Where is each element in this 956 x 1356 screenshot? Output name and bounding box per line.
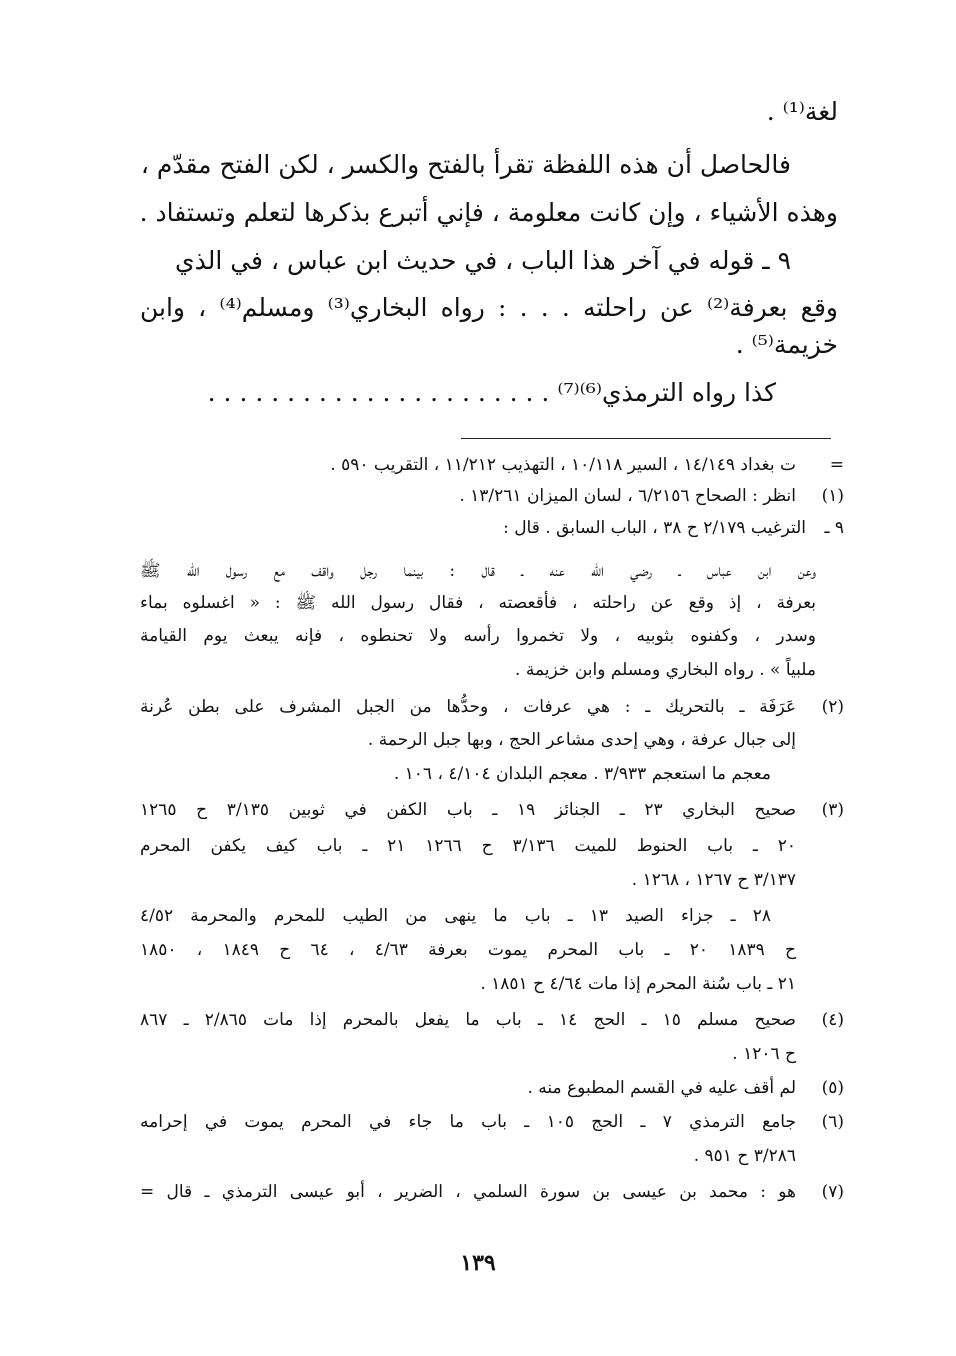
footnote-9-quote-line-1: وعن ابن عباس ـ رضي الله عنه ـ قال : بينما رجل واقف مع رسول الله ﷺ [140,561,816,581]
main-line-2: فالحاصل أن هذه اللفظة تقرأ بالفتح والكسر ، لكن الفتح مقدّم ، [140,150,791,179]
footnote-3-line-4: ٢٨ ـ جزاء الصيد ١٣ ـ باب ما ينهى من الطيب للمحرم والمحرمة ٤/٥٢ [140,906,771,926]
footnote-7: هو : محمد بن عيسى بن سورة السلمي ، الضرير ، أبو عيسى الترمذي ـ قال = [140,1182,796,1202]
footnote-9-marker: ٩ ـ [824,518,844,538]
page-number: ١٣٩ [460,1250,496,1276]
footnote-3-line-5: ح ١٨٣٩ ٢٠ ـ باب المحرم يموت بعرفة ٤/٦٣ ، ٦٤ ح ١٨٤٩ ، ١٨٥٠ [140,940,797,960]
main-line-1: لغة⁽¹⁾ . [766,97,838,126]
footnote-9-quote-line-4: ملبياً » . رواه البخاري ومسلم وابن خزيمة . [515,660,816,680]
main-line-4: ٩ ـ قوله في آخر هذا الباب ، في حديث ابن عباس ، في الذي [175,246,791,275]
footnote-9-quote-line-3: وسدر ، وكفنوه بثوبيه ، ولا تخمروا رأسه ولا تحنطوه ، فإنه يبعث يوم القيامة [140,626,816,646]
footnote-continued: ت بغداد ١٤/١٤٩ ، السير ١٠/١١٨ ، التهذيب ١١/٢١٢ ، التقريب ٥٩٠ . [330,455,796,475]
footnote-separator [461,438,831,439]
footnote-6-marker: (٦) [821,1112,844,1132]
footnote-2-line-3: معجم ما استعجم ٣/٩٣٣ . معجم البلدان ٤/١٠٤ ، ١٠٦ . [393,764,771,784]
main-line-5: وقع بعرفة⁽²⁾ عن راحلته . . . : رواه البخاري⁽³⁾ ومسلم⁽⁴⁾ ، وابن [140,293,838,322]
footnote-4-line-1: صحيح مسلم ١٥ ـ الحج ١٤ ـ باب ما يفعل بالمحرم إذا مات ٢/٨٦٥ ـ ٨٦٧ [140,1010,796,1030]
footnote-9-quote-line-2: بعرفة ، إذ وقع عن راحلته ، فأقعصته ، فقال رسول الله ﷺ : « اغسلوه بماء [140,593,816,613]
footnote-3-line-6: ٢١ ـ باب سُنة المحرم إذا مات ٤/٦٤ ح ١٨٥١ . [480,974,796,994]
footnote-6-line-2: ٣/٢٨٦ ح ٩٥١ . [693,1146,796,1166]
main-line-3: وهذه الأشياء ، وإن كانت معلومة ، فإني أتبرع بذكرها لتعلم وتستفاد . [139,198,838,227]
footnote-1: انظر : الصحاح ٦/٢١٥٦ ، لسان الميزان ١٣/٢٦١ . [459,486,796,506]
footnote-7-marker: (٧) [821,1182,844,1202]
footnote-continued-marker: = [829,455,844,475]
main-line-7: كذا رواه الترمذي⁽⁶⁾⁽⁷⁾ . . . . . . . . . . . . . . . . . . . . . . [207,378,776,407]
footnote-3-marker: (٣) [821,800,844,820]
footnote-3-line-1: صحيح البخاري ٢٣ ـ الجنائز ١٩ ـ باب الكفن في ثوبين ٣/١٣٥ ح ١٢٦٥ [140,800,796,820]
footnote-3-line-3: ٣/١٣٧ ح ١٢٦٧ ، ١٢٦٨ . [631,870,796,890]
footnote-9: الترغيب ٢/١٧٩ ح ٣٨ ، الباب السابق . قال : [503,518,806,538]
main-line-6: خزيمة⁽⁵⁾ . [735,330,838,359]
footnote-1-marker: (١) [821,486,844,506]
footnote-5-marker: (٥) [821,1078,844,1098]
footnote-4-marker: (٤) [821,1010,844,1030]
footnote-2-line-2: إلى جبال عرفة ، وهي إحدى مشاعر الحج ، وبها جبل الرحمة . [367,730,796,750]
footnote-5: لم أقف عليه في القسم المطبوع منه . [527,1078,796,1098]
footnote-2-marker: (٢) [821,697,844,717]
footnote-3-line-2: ٢٠ ـ باب الحنوط للميت ٣/١٣٦ ح ١٢٦٦ ٢١ ـ باب كيف يكفن المحرم [140,836,796,856]
footnote-6-line-1: جامع الترمذي ٧ ـ الحج ١٠٥ ـ باب ما جاء في المحرم يموت في إحرامه [140,1112,796,1132]
footnote-4-line-2: ح ١٢٠٦ . [732,1044,796,1064]
footnote-2-line-1: عَرَفَة ـ بالتحريك ـ : هي عرفات ، وحدُّها من الجبل المشرف على بطن عُرنة [140,697,796,717]
